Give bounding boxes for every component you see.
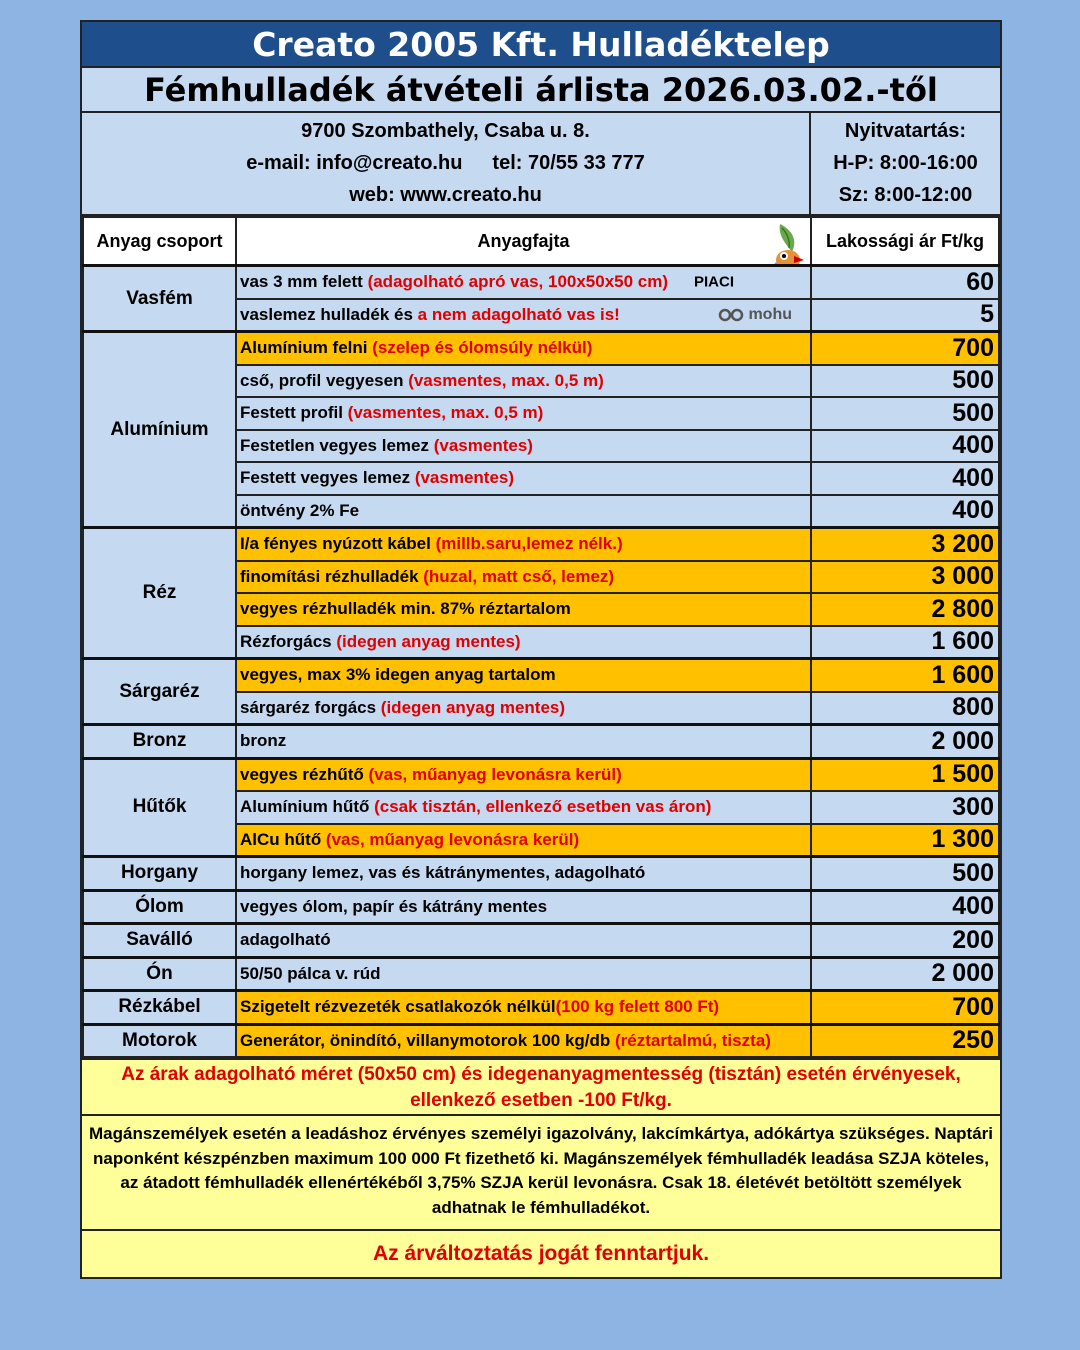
price-row (83, 659, 999, 692)
material-group: Horgany (83, 857, 236, 891)
column-header-row (83, 217, 999, 266)
material-type (236, 857, 811, 891)
price-value: 500 (811, 397, 999, 430)
material-type (236, 266, 811, 299)
material-group: Hűtők (83, 758, 236, 857)
price-row (83, 758, 999, 791)
material-label: 50/50 pálca v. rúd (240, 963, 381, 983)
material-type (236, 397, 811, 430)
column-header-price: Lakossági ár Ft/kg (811, 217, 999, 266)
material-group: Vasfém (83, 266, 236, 332)
material-label: cső, profil vegyesen (240, 370, 409, 390)
email-link[interactable]: e-mail: info@creato.hu (246, 151, 463, 174)
parrot-mascot-icon (758, 222, 808, 266)
material-note: a nem adagolható vas is! (417, 304, 620, 324)
piaci-label: PIACI (693, 273, 734, 291)
material-type (236, 593, 811, 626)
price-row (83, 266, 999, 299)
price-value: 2 000 (811, 957, 999, 991)
mohu-text: mohu (748, 305, 792, 323)
price-value: 700 (811, 332, 999, 365)
mohu-logo (718, 306, 792, 324)
opening-hours (811, 113, 1000, 214)
material-label: sárgaréz forgács (240, 697, 381, 717)
material-note: (vas, műanyag levonásra kerül) (325, 829, 580, 849)
price-row (83, 725, 999, 759)
material-group: Ólom (83, 890, 236, 924)
price-value: 60 (811, 266, 999, 299)
price-value: 500 (811, 365, 999, 398)
material-label: öntvény 2% Fe (240, 500, 360, 520)
material-label: Szigetelt rézvezeték csatlakozók nélkül (240, 997, 556, 1017)
material-group: Bronz (83, 725, 236, 759)
contact-info (82, 113, 811, 214)
material-label: finomítási rézhulladék (240, 566, 424, 586)
price-value: 1 600 (811, 659, 999, 692)
material-label: Alumínium felni (240, 338, 373, 358)
material-type (236, 659, 811, 692)
material-note: (millb.saru,lemez nélk.) (435, 534, 623, 554)
phone-number[interactable]: tel: 70/55 33 777 (492, 151, 645, 174)
website-link[interactable]: web: www.creato.hu (349, 184, 542, 207)
material-group: Ón (83, 957, 236, 991)
material-note: (szelep és ólomsúly nélkül) (372, 338, 593, 358)
material-type (236, 1024, 811, 1057)
hours-title: Nyitvatartás: (844, 119, 967, 142)
material-label: adagolható (240, 930, 331, 950)
material-label: Festett profil (240, 403, 348, 423)
price-value: 400 (811, 430, 999, 463)
material-group: Alumínium (83, 332, 236, 528)
material-label: bronz (240, 731, 287, 751)
material-note: (idegen anyag mentes) (336, 631, 521, 651)
price-row (83, 957, 999, 991)
column-header-group: Anyag csoport (83, 217, 236, 266)
material-label: Alumínium hűtő (240, 797, 375, 817)
material-group: Sárgaréz (83, 659, 236, 725)
material-note: (idegen anyag mentes) (380, 697, 566, 717)
material-note: (vasmentes) (414, 468, 515, 488)
material-label: vegyes rézhűtő (240, 764, 369, 784)
price-row (83, 991, 999, 1025)
column-header-type-label: Anyagfajta (477, 230, 570, 251)
material-type (236, 824, 811, 857)
material-label: Festett vegyes lemez (240, 468, 415, 488)
material-note: (vasmentes, max. 0,5 m) (408, 370, 604, 390)
legal-note: Magánszemélyek esetén a leadáshoz érvényes személyi igazolvány, lakcímkártya, adókártya szükséges. Naptári naponként készpénzben maximum 100 000 Ft fizethető ki. Magánszemélyek fémhulladék leadása SZJA köteles, az átadott fémhulladék ellenértékéből 3,75% SZJA kerül levonásra. Csak 18. életévét betöltött személyek adhatnak le fémhulladékot. (82, 1114, 1000, 1229)
price-row (83, 1024, 999, 1057)
material-type (236, 626, 811, 659)
price-value: 3 000 (811, 561, 999, 594)
material-type (236, 299, 811, 332)
disclaimer-note: Az árváltoztatás jogát fenntartjuk. (82, 1229, 1000, 1277)
contact-block (82, 113, 1000, 216)
price-value: 400 (811, 495, 999, 528)
material-type (236, 365, 811, 398)
material-label: vas 3 mm felett (240, 272, 368, 292)
price-value: 300 (811, 791, 999, 824)
hours-weekday: H-P: 8:00-16:00 (833, 151, 978, 174)
material-group: Réz (83, 528, 236, 659)
price-table (82, 216, 1000, 1058)
price-row (83, 332, 999, 365)
material-note: (adagolható apró vas, 100x50x50 cm) (367, 272, 669, 292)
validity-note: Az árak adagolható méret (50x50 cm) és idegenanyagmentesség (tisztán) esetén érvényesek, ellenkező esetben -100 Ft/kg. (82, 1058, 1000, 1114)
material-type (236, 890, 811, 924)
material-label: Generátor, önindító, villanymotorok 100 kg/db (240, 1030, 616, 1050)
price-value: 5 (811, 299, 999, 332)
price-value: 2 800 (811, 593, 999, 626)
price-value: 400 (811, 890, 999, 924)
email-phone-line (246, 152, 645, 175)
price-value: 700 (811, 991, 999, 1025)
price-value: 3 200 (811, 528, 999, 561)
material-note: (vasmentes) (433, 435, 533, 455)
material-type (236, 528, 811, 561)
material-label: AlCu hűtő (240, 829, 326, 849)
material-group: Motorok (83, 1024, 236, 1057)
material-label: I/a fényes nyúzott kábel (240, 534, 436, 554)
material-note: (csak tisztán, ellenkező esetben vas áron) (374, 797, 712, 817)
material-label: vegyes, max 3% idegen anyag tartalom (240, 665, 556, 685)
price-row (83, 924, 999, 958)
price-row (83, 890, 999, 924)
material-label: vegyes rézhulladék min. 87% réztartalom (240, 599, 571, 619)
mohu-logo-icon (718, 308, 744, 322)
material-note: (vas, műanyag levonásra kerül) (368, 764, 622, 784)
price-row (83, 857, 999, 891)
price-list-sheet (80, 20, 1002, 1279)
material-type (236, 561, 811, 594)
material-note: (vasmentes, max. 0,5 m) (347, 403, 544, 423)
column-header-type (236, 217, 811, 266)
material-type (236, 430, 811, 463)
material-label: Festetlen vegyes lemez (240, 435, 434, 455)
price-list-title: Fémhulladék átvételi árlista 2026.03.02.-től (82, 68, 1000, 113)
material-note: (huzal, matt cső, lemez) (423, 566, 615, 586)
material-type (236, 991, 811, 1025)
material-type (236, 462, 811, 495)
address: 9700 Szombathely, Csaba u. 8. (301, 119, 590, 142)
price-value: 1 300 (811, 824, 999, 857)
price-value: 1 600 (811, 626, 999, 659)
material-type (236, 791, 811, 824)
material-type (236, 692, 811, 725)
price-value: 200 (811, 924, 999, 958)
material-note: (réztartalmú, tiszta) (615, 1030, 771, 1050)
hours-saturday: Sz: 8:00-12:00 (838, 184, 973, 207)
company-title: Creato 2005 Kft. Hulladéktelep (82, 22, 1000, 68)
material-type (236, 332, 811, 365)
material-label: Rézforgács (240, 631, 337, 651)
material-group: Saválló (83, 924, 236, 958)
price-value: 1 500 (811, 758, 999, 791)
material-type (236, 495, 811, 528)
material-label: horgany lemez, vas és kátránymentes, adagolható (240, 863, 646, 883)
price-value: 400 (811, 462, 999, 495)
material-label: vaslemez hulladék és (240, 304, 418, 324)
material-type (236, 725, 811, 759)
material-group: Rézkábel (83, 991, 236, 1025)
material-type (236, 758, 811, 791)
price-value: 250 (811, 1024, 999, 1057)
material-note: (100 kg felett 800 Ft) (555, 997, 720, 1017)
material-type (236, 957, 811, 991)
price-value: 800 (811, 692, 999, 725)
material-label: vegyes ólom, papír és kátrány mentes (240, 896, 548, 916)
material-type (236, 924, 811, 958)
price-value: 500 (811, 857, 999, 891)
price-value: 2 000 (811, 725, 999, 759)
price-row (83, 528, 999, 561)
